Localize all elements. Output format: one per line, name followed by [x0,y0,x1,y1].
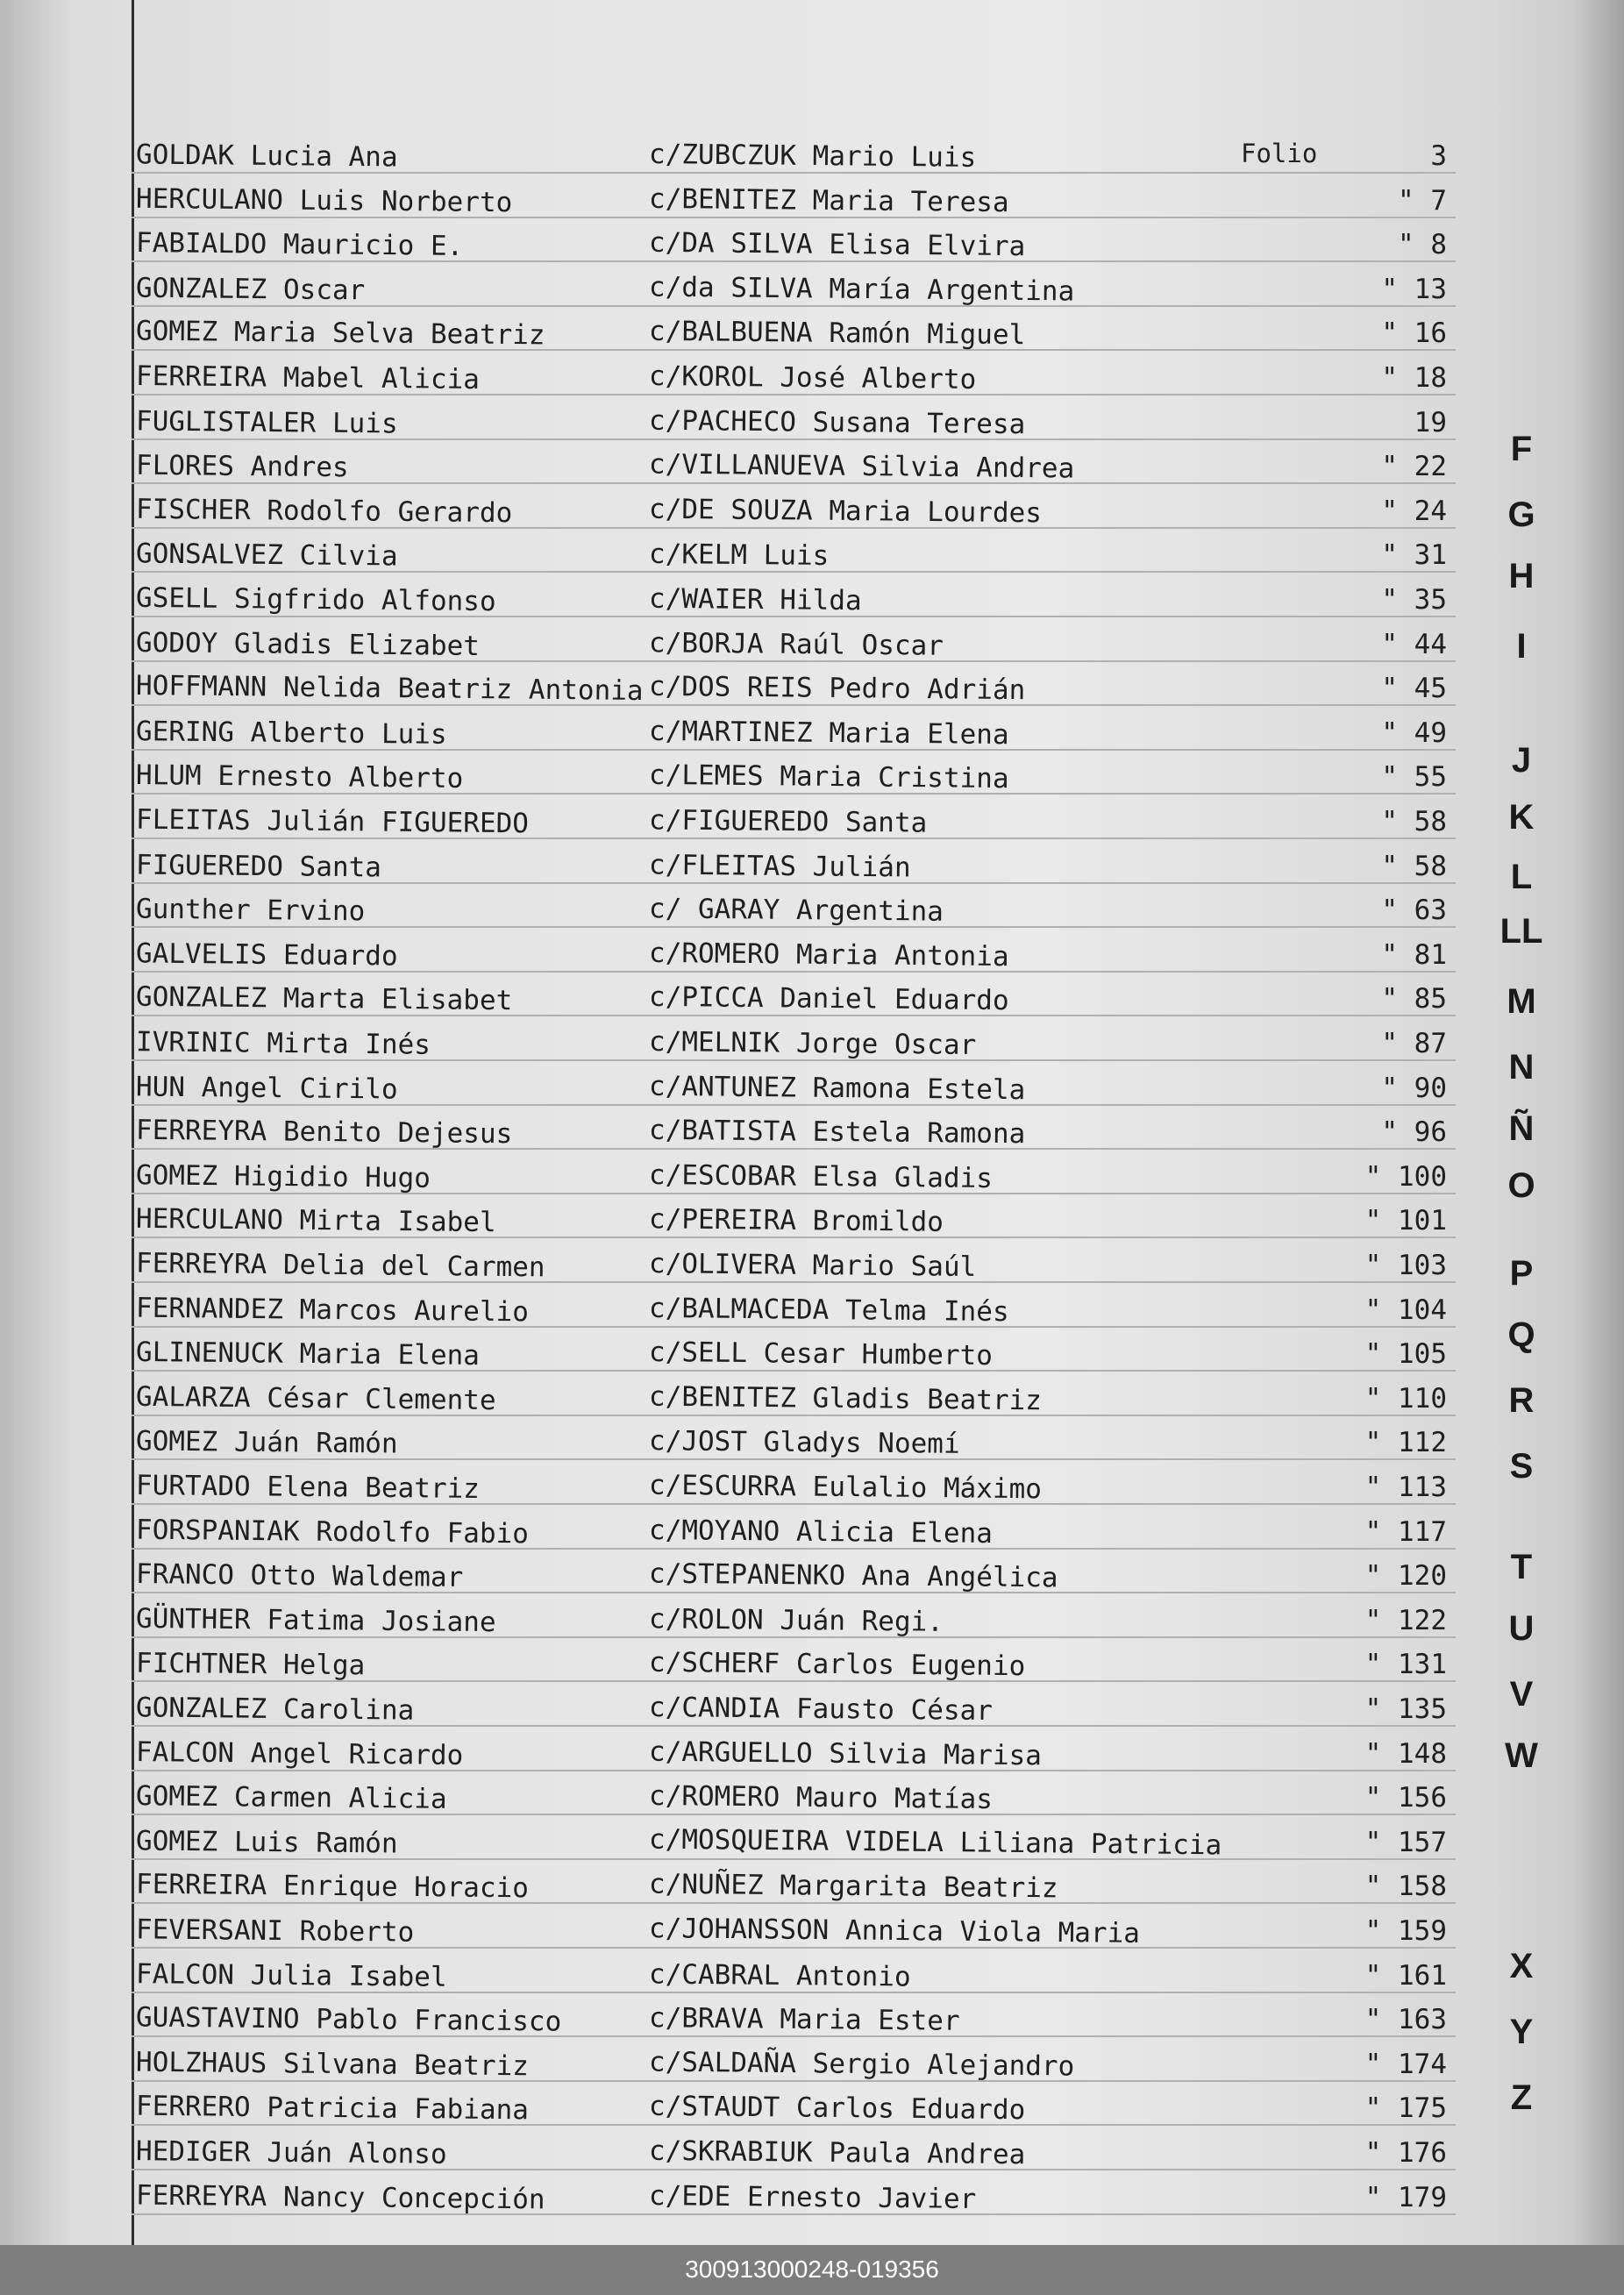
entry-spouse: c/SKRABIUK Paula Andrea [648,2135,1026,2171]
document-stamp: 300913000248-019356 [685,2256,939,2283]
entry-name: FERREYRA Delia del Carmen [135,1247,545,1284]
entry-folio: " 135 [1364,1693,1447,1725]
entry-folio: " 161 [1364,1959,1447,1992]
entry-folio: " 176 [1364,2137,1447,2169]
entry-spouse: c/SALDAÑA Sergio Alejandro [648,2046,1075,2083]
entry-folio: " 159 [1364,1915,1447,1947]
entry-folio: " 158 [1364,1871,1447,1903]
entry-name: FLEITAS Julián FIGUEREDO [135,803,530,840]
entry-folio: " 13 [1381,273,1447,305]
entry-spouse: c/STEPANENKO Ana Angélica [648,1557,1058,1594]
ledger-row [0,2173,1491,2217]
entry-name: Gunther Ervino [135,893,366,928]
entry-spouse: c/VILLANUEVA Silvia Andrea [648,448,1075,485]
entry-folio: " 58 [1381,806,1447,837]
entry-folio: " 24 [1381,495,1447,527]
folio-header: Folio [1241,139,1318,168]
ledger-row [0,309,1491,353]
entry-name: HEDIGER Juán Alonso [135,2135,447,2170]
entry-spouse: c/MELNIK Jorge Oscar [648,1026,977,1061]
ledger-row [0,930,1491,974]
entry-folio: " 18 [1381,362,1447,394]
entry-spouse: c/ROMERO Maria Antonia [648,937,1009,973]
entry-folio: " 105 [1364,1338,1447,1371]
entry-name: FERREIRA Enrique Horacio [135,1869,530,1905]
entry-folio: " 81 [1381,938,1447,971]
ledger-row [0,1374,1491,1418]
entry-spouse: c/SCHERF Carlos Eugenio [648,1647,1026,1683]
index-tab[interactable]: G [1507,495,1535,534]
entry-spouse: c/MOSQUEIRA VIDELA Liliana Patricia [648,1823,1222,1862]
index-tab[interactable]: L [1510,858,1533,896]
entry-folio: " 113 [1364,1472,1447,1503]
entry-name: GLINENUCK Maria Elena [135,1336,481,1372]
ledger-row [0,1862,1491,1906]
index-tab[interactable]: F [1510,430,1533,468]
entry-spouse: c/ROMERO Mauro Matías [648,1780,994,1816]
entry-folio: " 8 [1398,229,1447,261]
index-tab[interactable]: X [1509,1947,1534,1985]
ledger-row [0,1196,1491,1240]
entry-name: HOLZHAUS Silvana Beatriz [135,2046,530,2083]
ledger-row [0,1818,1491,1862]
ledger-row [0,1596,1491,1640]
entry-folio: " 55 [1381,761,1447,794]
entry-name: FERREIRA Mabel Alicia [135,360,481,396]
index-tab[interactable]: LL [1499,912,1543,951]
entry-folio: " 112 [1364,1427,1447,1459]
alphabet-index-tabs [1473,430,1570,2122]
entry-name: GONSALVEZ Cilvia [135,538,398,573]
entry-name: FUGLISTALER Luis [135,405,398,440]
entry-name: FEVERSANI Roberto [135,1914,415,1949]
entry-spouse: c/WAIER Hilda [648,582,862,617]
ledger-row [0,1551,1491,1595]
entry-spouse: c/KELM Luis [648,538,830,573]
ledger-row [0,2084,1491,2128]
entry-name: GÜNTHER Fatima Josiane [135,1602,496,1638]
ledger-row [0,1329,1491,1373]
entry-spouse: c/ GARAY Argentina [648,893,944,928]
entry-name: GODOY Gladis Elizabet [135,626,481,662]
entry-spouse: c/FLEITAS Julián [648,849,911,884]
entry-folio: " 100 [1364,1160,1447,1193]
ledger-row [0,709,1491,752]
entry-name: FLORES Andres [135,449,349,484]
entry-folio: " 175 [1364,2092,1447,2125]
entry-folio: " 131 [1364,1649,1447,1681]
ledger-row [0,1951,1491,1995]
entry-folio: " 35 [1381,584,1447,616]
entry-name: GOMEZ Luis Ramón [135,1825,398,1860]
index-tab[interactable]: Ñ [1508,1109,1535,1148]
ledger-row [0,1640,1491,1684]
entry-folio: " 7 [1398,184,1447,217]
page-edge-shadow [1571,0,1624,2245]
entry-name: FRANCO Otto Waldemar [135,1558,464,1594]
entry-folio: " 157 [1364,1826,1447,1858]
ledger-row [0,886,1491,930]
index-tab[interactable]: W [1505,1736,1538,1775]
entry-name: FABIALDO Mauricio E. [135,227,464,263]
entry-folio: " 117 [1364,1515,1447,1548]
entry-folio: " 179 [1364,2181,1447,2213]
ledger-row [0,398,1491,442]
index-tab[interactable]: V [1509,1675,1534,1714]
index-tab[interactable]: H [1508,557,1535,595]
entry-spouse: c/KOROL José Alberto [648,360,977,396]
entry-name: FALCON Angel Ricardo [135,1736,464,1771]
index-tab[interactable]: P [1509,1254,1534,1293]
entry-folio: " 96 [1381,1116,1447,1149]
entry-spouse: c/BALBUENA Ramón Miguel [648,316,1026,352]
entry-folio: " 16 [1381,317,1447,350]
entry-name: GONZALEZ Marta Elisabet [135,981,513,1017]
entry-spouse: c/ZUBCZUK Mario Luis [648,139,977,174]
entry-name: GOMEZ Higidio Hugo [135,1159,431,1194]
entry-folio: " 122 [1364,1604,1447,1636]
ledger-row [0,531,1491,574]
entry-spouse: c/JOST Gladys Noemí [648,1425,960,1461]
entry-spouse: c/da SILVA María Argentina [648,271,1075,308]
ledger-row [0,1685,1491,1728]
entry-folio: " 156 [1364,1782,1447,1814]
index-tab[interactable]: U [1508,1609,1535,1648]
index-tab[interactable]: J [1511,741,1532,780]
entry-spouse: c/DA SILVA Elisa Elvira [648,226,1026,263]
entry-name: GUASTAVINO Pablo Francisco [135,2001,562,2038]
entry-folio: " 110 [1364,1382,1447,1415]
entry-spouse: c/NUÑEZ Margarita Beatriz [648,1868,1058,1905]
entry-name: FERREYRA Benito Dejesus [135,1114,513,1151]
entry-folio: " 148 [1364,1737,1447,1770]
ledger-row [0,752,1491,796]
ledger-row [0,1995,1491,2039]
ledger-row [0,797,1491,841]
ledger-row [0,487,1491,531]
entry-folio: 3 [1430,140,1447,172]
entry-name: FERREYRA Nancy Concepción [135,2179,545,2216]
entry-spouse: c/DOS REIS Pedro Adrián [648,670,1026,707]
entry-spouse: c/CABRAL Antonio [648,1958,911,1993]
entry-name: HUN Angel Cirilo [135,1071,398,1106]
entry-spouse: c/BRAVA Maria Ester [648,2002,960,2038]
ledger-row [0,1507,1491,1551]
index-tab[interactable]: S [1509,1447,1534,1486]
index-tab[interactable]: K [1508,798,1535,837]
entry-name: GONZALEZ Carolina [135,1692,415,1727]
entry-folio: " 163 [1364,2004,1447,2036]
ledger-row [0,220,1491,264]
entry-name: HOFFMANN Nelida Beatriz Antonia [135,670,644,708]
ledger-row [0,842,1491,886]
entry-name: GONZALEZ Oscar [135,272,366,307]
entry-name: GALARZA César Clemente [135,1380,496,1416]
entry-spouse: c/ESCURRA Eulalio Máximo [648,1469,1043,1506]
entry-name: GOMEZ Carmen Alicia [135,1780,447,1816]
entry-spouse: c/JOHANSSON Annica Viola Maria [648,1913,1141,1949]
entry-folio: " 49 [1381,716,1447,749]
ledger-row [0,132,1491,175]
ledger-row [0,974,1491,1018]
entry-spouse: c/PICCA Daniel Eduardo [648,981,1009,1017]
ledger-row [0,1773,1491,1817]
entry-folio: " 44 [1381,628,1447,660]
entry-folio: " 45 [1381,673,1447,705]
entry-spouse: c/BENITEZ Maria Teresa [648,182,1009,218]
entry-name: FISCHER Rodolfo Gerardo [135,493,513,530]
index-tab[interactable]: T [1510,1548,1533,1586]
ledger-row [0,265,1491,309]
index-tab[interactable]: R [1508,1381,1535,1420]
entry-spouse: c/FIGUEREDO Santa [648,804,928,839]
ledger-row [0,620,1491,664]
entry-name: GOMEZ Juán Ramón [135,1425,398,1460]
entry-spouse: c/SELL Cesar Humberto [648,1336,994,1372]
entry-folio: " 101 [1364,1205,1447,1237]
entry-spouse: c/MOYANO Alicia Elena [648,1514,994,1550]
index-tab[interactable]: N [1508,1048,1535,1087]
entry-folio: " 85 [1381,983,1447,1016]
entry-spouse: c/ANTUNEZ Ramona Estela [648,1070,1026,1106]
ledger-row [0,1418,1491,1462]
ledger-row [0,1152,1491,1196]
index-tab[interactable]: M [1506,982,1536,1021]
entry-folio: " 87 [1381,1028,1447,1059]
entry-spouse: c/DE SOUZA Maria Lourdes [648,493,1043,530]
entry-name: HERCULANO Luis Norberto [135,182,513,218]
entry-name: GERING Alberto Luis [135,715,447,751]
entry-name: FIGUEREDO Santa [135,849,382,884]
index-tab[interactable]: Z [1510,2078,1533,2117]
entry-folio: " 104 [1364,1294,1447,1326]
ledger-row [0,2040,1491,2084]
entry-spouse: c/STAUDT Carlos Eduardo [648,2091,1026,2127]
entry-folio: " 103 [1364,1250,1447,1281]
entry-spouse: c/MARTINEZ Maria Elena [648,715,1009,751]
entry-folio: " 174 [1364,2048,1447,2080]
ledger-row [0,1241,1491,1285]
ledger-row [0,1463,1491,1507]
ledger-row [0,442,1491,486]
entry-folio: " 120 [1364,1560,1447,1593]
entry-name: IVRINIC Mirta Inés [135,1026,431,1061]
entry-spouse: c/ROLON Juán Regi. [648,1603,944,1638]
entry-name: FERRERO Patricia Fabiana [135,2091,530,2127]
entry-spouse: c/CANDIA Fausto César [648,1691,994,1728]
index-tab[interactable]: Q [1507,1315,1535,1354]
entry-folio: " 90 [1381,1072,1447,1104]
entry-spouse: c/BORJA Raúl Oscar [648,626,944,662]
ledger-row [0,1108,1491,1151]
entry-name: HERCULANO Mirta Isabel [135,1203,496,1239]
entry-spouse: c/BENITEZ Gladis Beatriz [648,1380,1043,1417]
ledger-row [0,176,1491,220]
ledger-row [0,664,1491,708]
index-tab[interactable]: I [1516,627,1527,666]
entry-name: HLUM Ernesto Alberto [135,759,464,795]
entry-folio: " 31 [1381,539,1447,572]
entry-folio: " 63 [1381,894,1447,927]
entry-spouse: c/OLIVERA Mario Saúl [648,1248,977,1283]
ledger-row [0,353,1491,397]
ledger-row [0,1064,1491,1108]
entry-name: GOLDAK Lucia Ana [135,139,398,174]
ledger-row [0,1019,1491,1063]
entry-spouse: c/LEMES Maria Cristina [648,759,1009,795]
entry-folio: 19 [1414,406,1447,438]
entry-name: GALVELIS Eduardo [135,937,398,973]
entry-folio: " 58 [1381,850,1447,882]
ledger-row [0,2128,1491,2172]
entry-spouse: c/ESCOBAR Elsa Gladis [648,1158,994,1194]
entry-name: FORSPANIAK Rodolfo Fabio [135,1514,530,1550]
ledger-row [0,1907,1491,1950]
ledger-row [0,1286,1491,1329]
entry-name: FERNANDEZ Marcos Aurelio [135,1292,530,1328]
entry-spouse: c/BATISTA Estela Ramona [648,1114,1026,1151]
entry-name: GSELL Sigfrido Alfonso [135,581,496,618]
entry-spouse: c/PEREIRA Bromildo [648,1203,944,1239]
entry-name: FICHTNER Helga [135,1648,366,1682]
index-tab[interactable]: Y [1509,2013,1534,2051]
index-tab[interactable]: O [1507,1166,1535,1205]
ledger-row [0,1729,1491,1773]
entry-folio: " 22 [1381,451,1447,483]
entry-spouse: c/EDE Ernesto Javier [648,2179,977,2215]
entry-spouse: c/PACHECO Susana Teresa [648,404,1026,440]
entry-spouse: c/BALMACEDA Telma Inés [648,1292,1009,1328]
entry-name: FURTADO Elena Beatriz [135,1469,481,1506]
entry-name: GOMEZ Maria Selva Beatriz [135,315,545,352]
entry-name: FALCON Julia Isabel [135,1957,447,1993]
entry-spouse: c/ARGUELLO Silvia Marisa [648,1736,1043,1771]
ledger-row [0,575,1491,619]
